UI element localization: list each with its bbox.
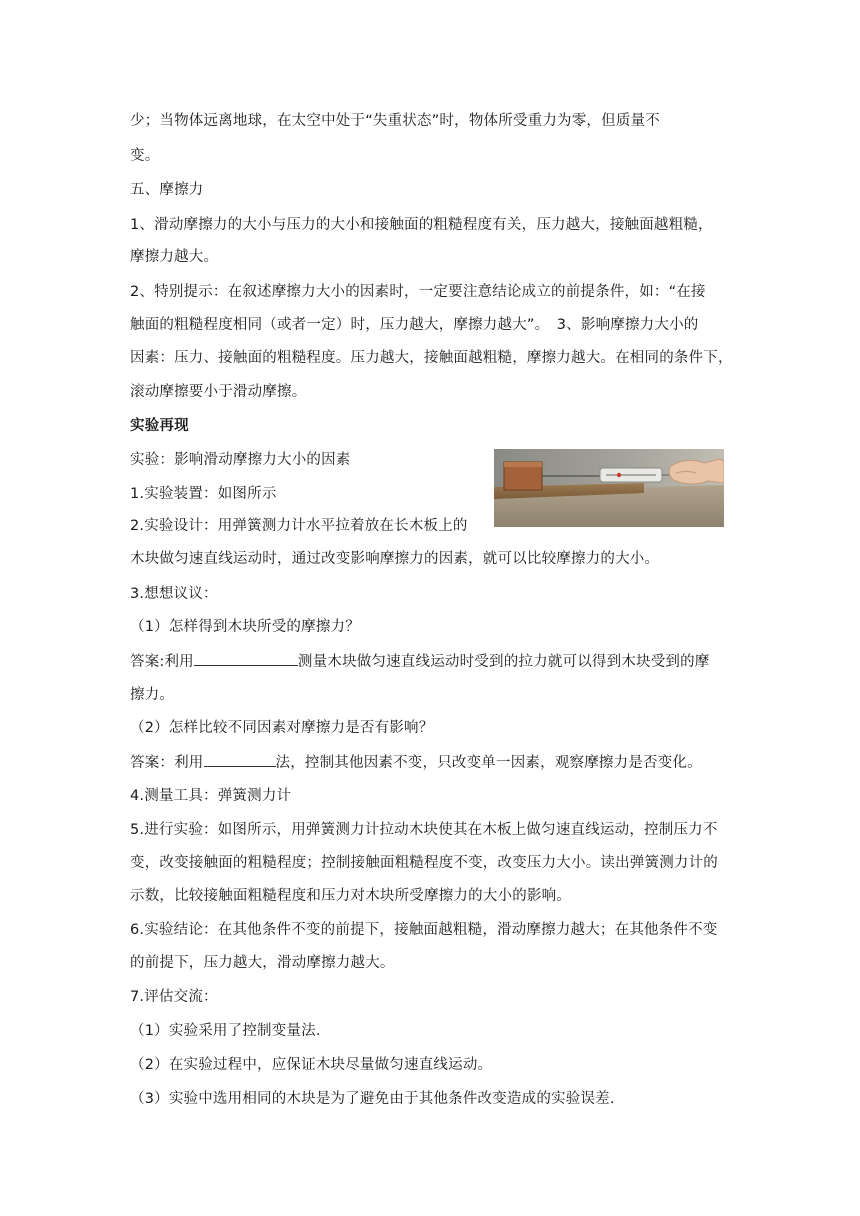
text-line: 因素：压力、接触面的粗糙程度。压力越大，接触面越粗糙，摩擦力越大。在相同的条件下， <box>130 350 733 366</box>
text-line: 2、特别提示：在叙述摩擦力大小的因素时，一定要注意结论成立的前提条件，如：“在接 <box>130 284 706 300</box>
text-line: 2.实验设计：用弹簧测力计水平拉着放在长木板上的 <box>130 518 468 534</box>
text-line: 示数，比较接触面粗糙程度和压力对木块所受摩擦力的大小的影响。 <box>130 888 571 904</box>
answer-suffix: 法，控制其他因素不变，只改变单一因素，观察摩擦力是否变化。 <box>275 755 702 771</box>
friction-experiment-photo <box>494 449 724 527</box>
answer-prefix: 答案:利用 <box>130 654 194 670</box>
experiment-illustration <box>494 449 724 527</box>
text-line: 5.进行实验：如图所示，用弹簧测力计拉动木块使其在木板上做匀速直线运动，控制压力不 <box>130 822 718 838</box>
text-line: 7.评估交流： <box>130 989 218 1005</box>
text-line: 1、滑动摩擦力的大小与压力的大小和接触面的粗糙程度有关，压力越大，接触面越粗糙， <box>130 217 713 233</box>
section-heading: 五、摩擦力 <box>130 182 204 198</box>
question-line: （1）怎样得到木块所受的摩擦力？ <box>130 619 360 635</box>
list-item: （2）在实验过程中，应保证木块尽量做匀速直线运动。 <box>130 1057 493 1073</box>
text-line: 木块做匀速直线运动时，通过改变影响摩擦力的因素，就可以比较摩擦力的大小。 <box>130 551 660 567</box>
experiment-name: 实验：影响滑动摩擦力大小的因素 <box>130 452 351 468</box>
text-line: 滚动摩擦要小于滑动摩擦。 <box>130 384 307 400</box>
answer-blank[interactable] <box>194 651 298 666</box>
text-line: 触面的粗糙程度相同（或者一定）时，压力越大，摩擦力越大”。 3、影响摩擦力大小的 <box>130 317 699 333</box>
text-line: 6.实验结论：在其他条件不变的前提下，接触面越粗糙，滑动摩擦力越大；在其他条件不变 <box>130 922 718 938</box>
scale-pointer <box>617 473 621 477</box>
text-line: 1.实验装置：如图所示 <box>130 486 277 502</box>
answer-prefix: 答案：利用 <box>130 755 204 771</box>
answer-line <box>130 651 710 672</box>
answer-suffix: 测量木块做匀速直线运动时受到的拉力就可以得到木块受到的摩 <box>297 654 710 670</box>
list-item: （3）实验中选用相同的木块是为了避免由于其他条件改变造成的实验误差. <box>130 1091 615 1107</box>
answer-line <box>130 752 702 773</box>
hand <box>669 459 724 484</box>
block-top <box>504 462 542 467</box>
text-line: 擦力。 <box>130 687 175 703</box>
question-line: （2）怎样比较不同因素对摩擦力是否有影响？ <box>130 720 434 736</box>
answer-blank[interactable] <box>204 752 276 767</box>
text-line: 4.测量工具：弹簧测力计 <box>130 788 292 804</box>
text-line: 少；当物体远离地球，在太空中处于“失重状态”时，物体所受重力为零，但质量不 <box>130 113 660 129</box>
text-line: 摩擦力越大。 <box>130 249 219 265</box>
text-line: 3.想想议议： <box>130 586 218 602</box>
text-line: 变，改变接触面的粗糙程度；控制接触面粗糙程度不变，改变压力大小。读出弹簧测力计的 <box>130 855 718 871</box>
experiment-title: 实验再现 <box>130 418 189 434</box>
text-line: 变。 <box>130 148 160 164</box>
text-line: 的前提下，压力越大，滑动摩擦力越大。 <box>130 955 395 971</box>
list-item: （1）实验采用了控制变量法. <box>130 1023 321 1039</box>
